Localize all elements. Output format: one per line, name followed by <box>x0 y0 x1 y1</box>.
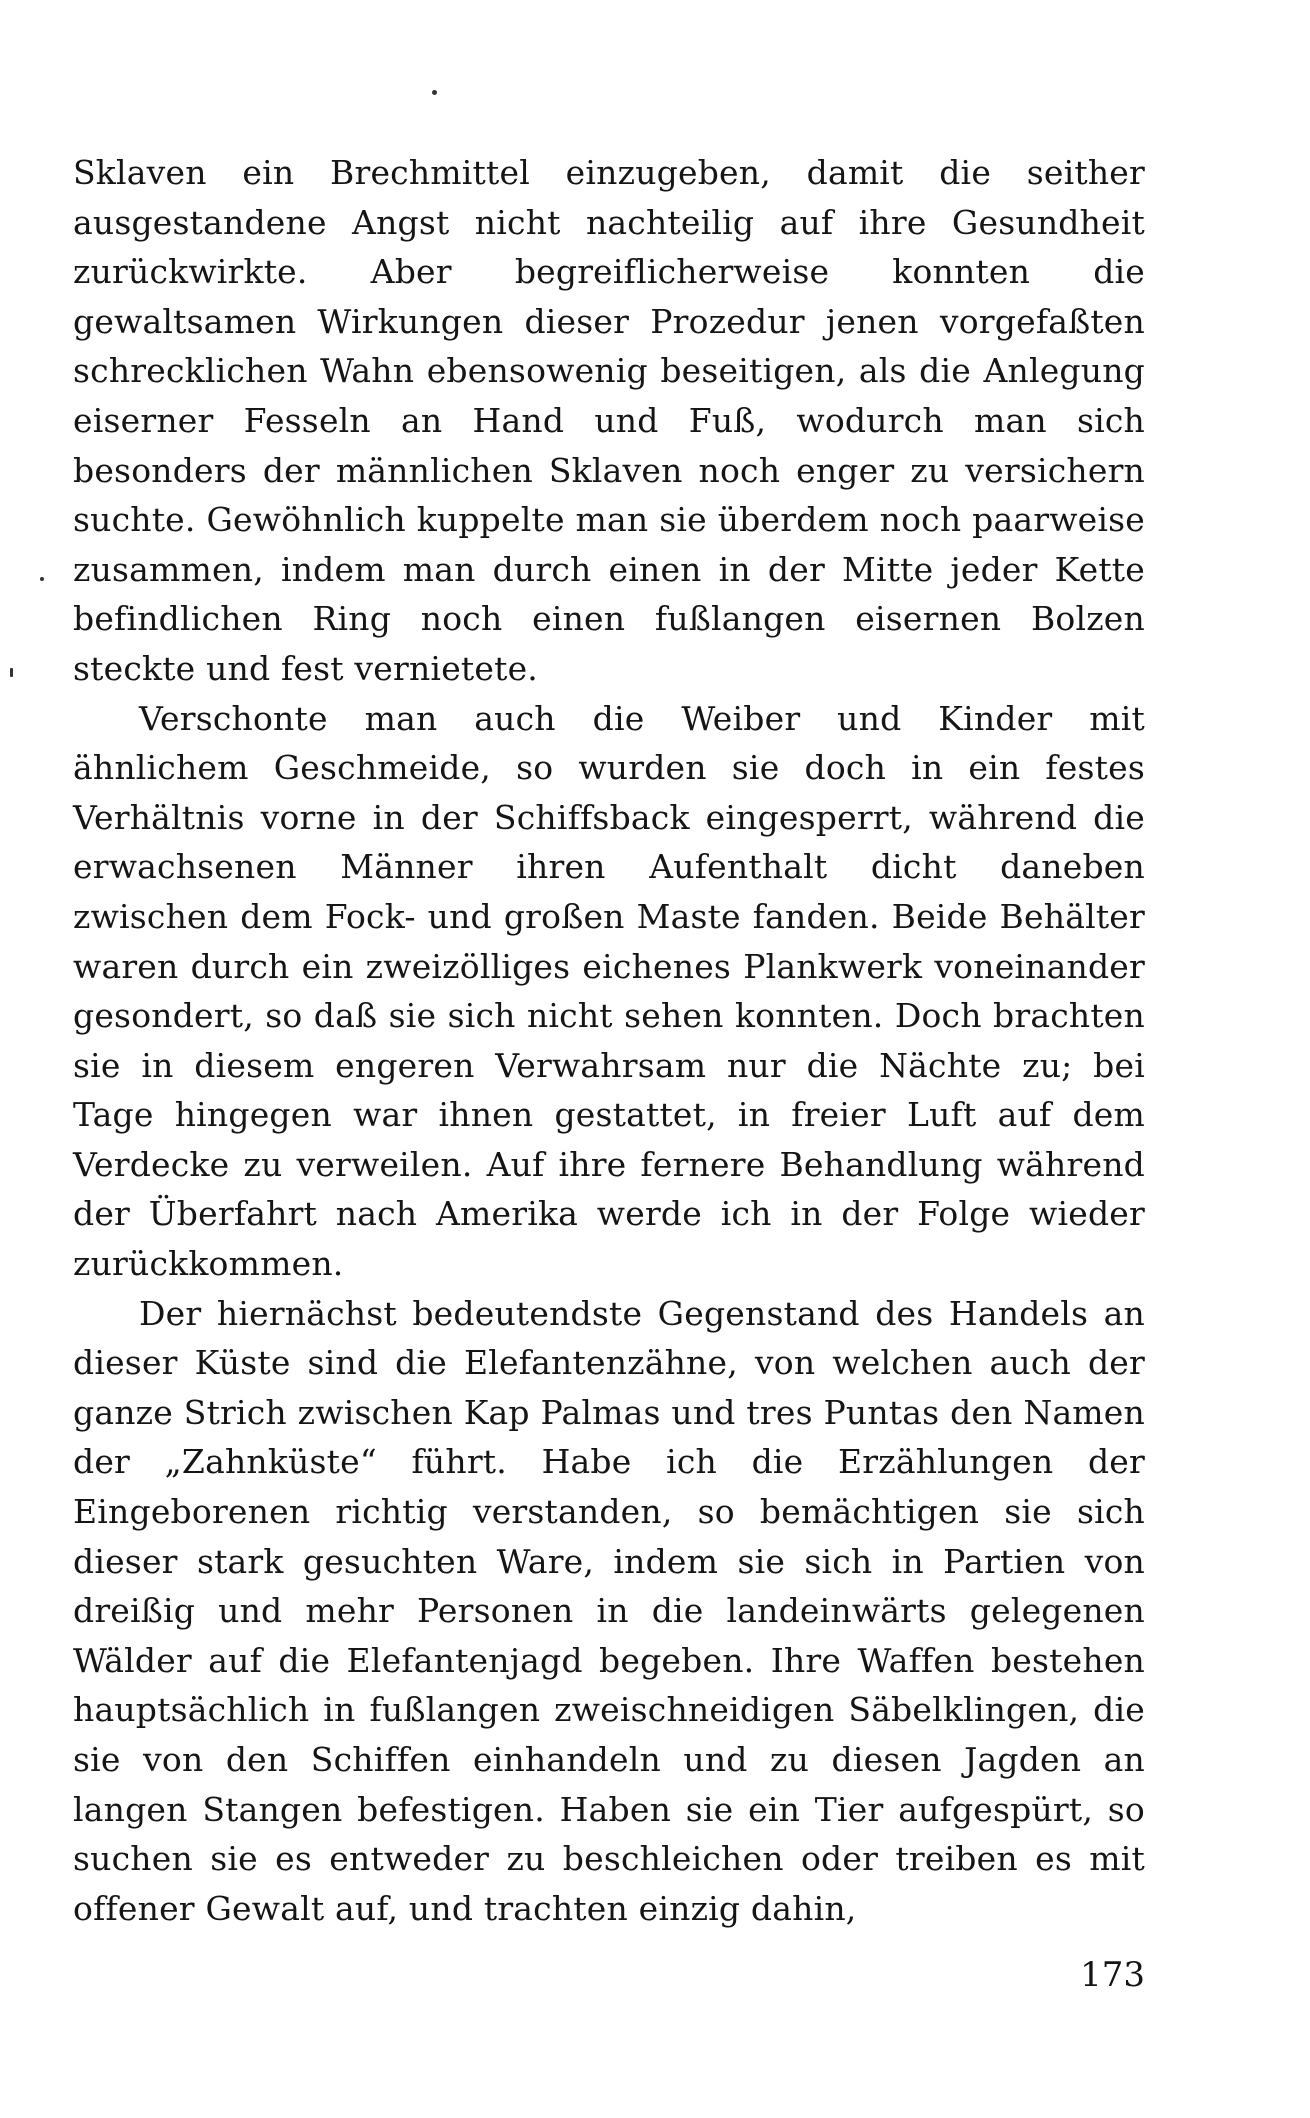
margin-speck <box>40 577 44 581</box>
page-speck <box>432 90 437 95</box>
body-text <box>73 148 1145 1933</box>
paragraph: Verschonte man auch die Weiber und Kinder mit ähnlichem Geschmeide, so wurden sie doch in ein festes Verhältnis vorne in der Schiffsback eingesperrt, während die erwachsenen Männer ihren Aufenthalt dicht daneben zwischen dem Fock- und großen Maste fanden. Beide Behälter waren durch ein zweizölliges eichenes Plankwerk voneinander gesondert, so daß sie sich nicht sehen konnten. Doch brachten sie in diesem engeren Verwahrsam nur die Nächte zu; bei Tage hingegen war ihnen gestattet, in freier Luft auf dem Verdecke zu verweilen. Auf ihre fernere Behandlung während der Überfahrt nach Amerika werde ich in der Folge wieder zurückkommen. <box>73 698 1145 1284</box>
margin-speck <box>10 668 13 677</box>
paragraph: Der hiernächst bedeutendste Gegenstand des Handels an dieser Küste sind die Elefantenzähne, von welchen auch der ganze Strich zwischen Kap Palmas und tres Puntas den Namen der „Zahnküste“ führt. Habe ich die Erzählungen der Eingeborenen richtig verstanden, so bemächtigen sie sich dieser stark gesuchten Ware, indem sie sich in Partien von dreißig und mehr Personen in die landeinwärts gelegenen Wälder auf die Elefantenjagd begeben. Ihre Waffen bestehen hauptsächlich in fußlangen zweischneidigen Säbelklingen, die sie von den Schiffen einhandeln und zu diesen Jagden an langen Stangen befestigen. Haben sie ein Tier aufgespürt, so suchen sie es entweder zu beschleichen oder treiben es mit offener Gewalt auf, und trachten einzig dahin, <box>73 1293 1145 1928</box>
page-number: 173 <box>1080 1955 1145 1995</box>
paragraph: Sklaven ein Brechmittel einzugeben, damit die seither ausgestandene Angst nicht nachteilig auf ihre Gesundheit zurückwirkte. Aber begreiflicherweise konnten die gewaltsamen Wirkungen dieser Prozedur jenen vorgefaßten schrecklichen Wahn ebensowenig beseitigen, als die Anlegung eiserner Fesseln an Hand und Fuß, wodurch man sich besonders der männlichen Sklaven noch enger zu versichern suchte. Gewöhnlich kuppelte man sie überdem noch paarweise zusammen, indem man durch einen in der Mitte jeder Kette befindlichen Ring noch einen fußlangen eisernen Bolzen steckte und fest vernietete. <box>73 153 1145 688</box>
